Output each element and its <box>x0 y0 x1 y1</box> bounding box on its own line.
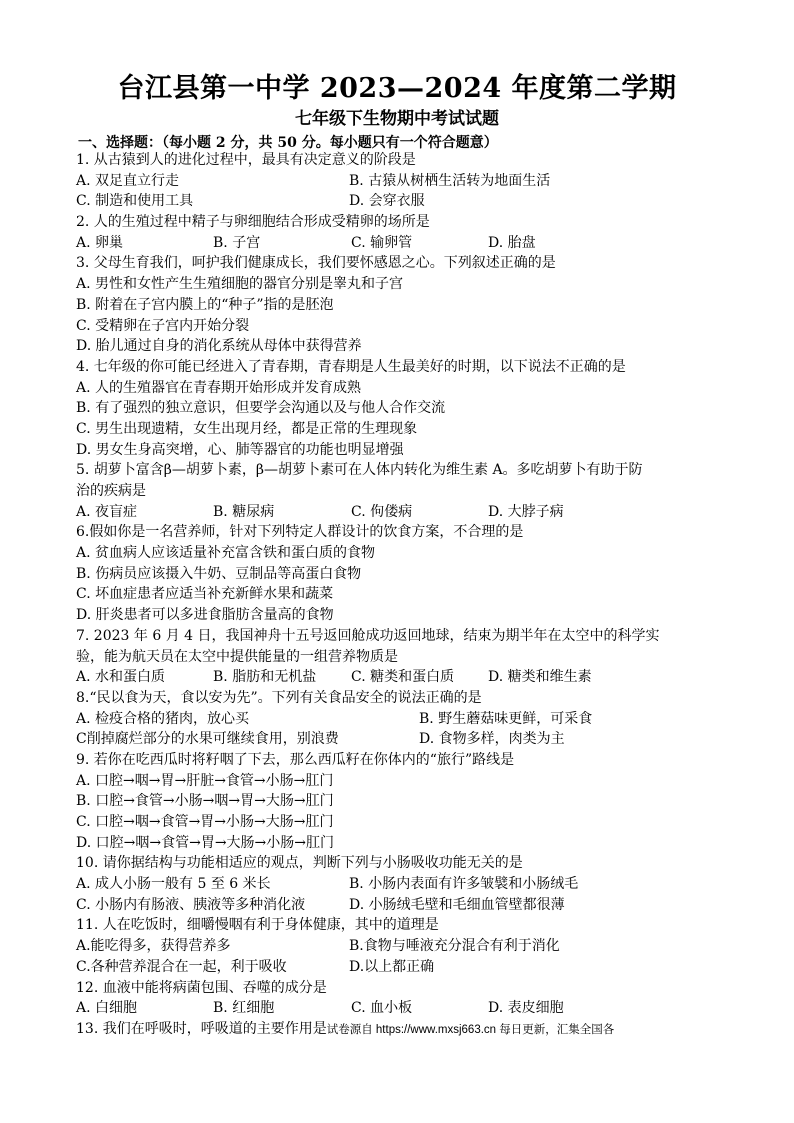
option-row <box>76 398 736 419</box>
answer-option[interactable]: A. 检疫合格的猪肉，放心买 <box>76 710 250 727</box>
answer-option[interactable]: A. 夜盲症 <box>76 503 138 520</box>
answer-option[interactable]: D. 糖类和维生素 <box>488 669 592 686</box>
option-row <box>76 171 736 192</box>
option-row <box>76 543 736 564</box>
option-row <box>76 791 736 812</box>
question-stem: 3. 父母生育我们，呵护我们健康成长，我们要怀感恩之心。下列叙述正确的是 <box>76 255 556 272</box>
option-row <box>76 771 736 792</box>
answer-option[interactable]: B. 糖尿病 <box>213 503 275 520</box>
option-row <box>76 833 736 854</box>
answer-option[interactable]: B. 口腔→食管→小肠→咽→胃→大肠→肛门 <box>76 793 334 810</box>
option-row <box>76 233 736 254</box>
answer-option[interactable]: D. 男女生身高突增，心、肺等器官的功能也明显增强 <box>76 441 404 458</box>
answer-option[interactable]: C. 受精卵在子宫内开始分裂 <box>76 317 250 334</box>
answer-option[interactable]: B. 伤病员应该摄入牛奶、豆制品等高蛋白食物 <box>76 565 362 582</box>
answer-option[interactable]: C. 制造和使用工具 <box>76 193 194 210</box>
option-row <box>76 605 736 626</box>
answer-option[interactable]: B. 野生蘑菇味更鲜，可采食 <box>419 710 593 727</box>
question-stem: 治的疾病是 <box>76 483 146 499</box>
answer-option[interactable]: C. 坏血症患者应适当补充新鲜水果和蔬菜 <box>76 586 334 603</box>
answer-option[interactable]: B. 有了强烈的独立意识，但要学会沟通以及与他人合作交流 <box>76 400 446 417</box>
option-row <box>76 936 736 957</box>
option-row <box>76 316 736 337</box>
answer-option[interactable]: B. 子宫 <box>213 234 261 251</box>
answer-option[interactable]: D. 会穿衣服 <box>349 193 425 210</box>
question-stem: 9. 若你在吃西瓜时将籽咽了下去，那么西瓜籽在你体内的“旅行”路线是 <box>76 751 515 768</box>
option-row <box>76 440 736 461</box>
answer-option[interactable]: A. 贫血病人应该适量补充富含铁和蛋白质的食物 <box>76 545 376 562</box>
answer-option[interactable]: C. 男生出现遗精，女生出现月经，都是正常的生理现象 <box>76 420 418 437</box>
answer-option[interactable]: C. 佝偻病 <box>351 503 413 520</box>
answer-option[interactable]: C. 口腔→咽→食管→胃→小肠→大肠→肛门 <box>76 814 334 830</box>
option-row <box>76 874 736 895</box>
answer-option[interactable]: C. 糖类和蛋白质 <box>351 669 455 686</box>
option-row <box>76 419 736 440</box>
answer-option[interactable]: D. 食物多样，肉类为主 <box>419 731 565 748</box>
question-stem: 11. 人在吃饭时，细嚼慢咽有利于身体健康，其中的道理是 <box>76 917 439 934</box>
question-stem: 10. 请你据结构与功能相适应的观点，判断下列与小肠吸收功能无关的是 <box>76 855 523 872</box>
answer-option[interactable]: B. 脂肪和无机盐 <box>213 669 317 686</box>
answer-option[interactable]: C. 输卵管 <box>351 234 413 251</box>
answer-option[interactable]: A. 水和蛋白质 <box>76 669 166 686</box>
answer-option[interactable]: A. 人的生殖器官在青春期开始形成并发育成熟 <box>76 379 362 396</box>
question-stem: 8.“民以食为天，食以安为先”。下列有关食品安全的说法正确的是 <box>76 689 482 706</box>
answer-option[interactable]: B. 古猿从树栖生活转为地面生活 <box>349 172 551 189</box>
option-row <box>76 564 736 585</box>
answer-option[interactable]: C. 小肠内有肠液、胰液等多种消化液 <box>76 896 306 913</box>
option-row <box>76 729 736 750</box>
question-stem: 1. 从古猿到人的进化过程中，最具有决定意义的阶段是 <box>76 152 416 168</box>
option-row <box>76 378 736 399</box>
answer-option[interactable]: D. 表皮细胞 <box>488 1000 564 1017</box>
option-row <box>76 709 736 730</box>
exam-subtitle: 七年级下生物期中考试试题 <box>295 109 499 129</box>
option-row <box>76 274 736 295</box>
question-stem: 验，能为航天员在太空中提供能量的一组营养物质是 <box>76 648 398 665</box>
answer-option[interactable]: B. 附着在子宫内膜上的“种子”指的是胚泡 <box>76 296 334 313</box>
answer-option[interactable]: B. 红细胞 <box>213 1000 275 1017</box>
answer-option[interactable]: A. 口腔→咽→胃→肝脏→食管→小肠→肛门 <box>76 772 334 789</box>
answer-option[interactable]: D. 肝炎患者可以多进食脂肪含量高的食物 <box>76 607 334 624</box>
exam-title: 台江县第一中学 2023—2024 年度第二学期 <box>117 73 677 104</box>
answer-option[interactable]: D. 口腔→咽→食管→胃→大肠→小肠→肛门 <box>76 834 335 851</box>
option-row <box>76 957 736 978</box>
answer-option[interactable]: D.以上都正确 <box>349 958 435 975</box>
question-stem: 4. 七年级的你可能已经进入了青春期，青春期是人生最美好的时期，以下说法不正确的是 <box>76 358 626 375</box>
question-stem: 12. 血液中能将病菌包围、吞噬的成分是 <box>76 979 327 996</box>
question-stem: 7. 2023 年 6 月 4 日，我国神舟十五号返回舱成功返回地球，结束为期半年在太空中的科学实 <box>76 627 660 644</box>
option-row <box>76 584 736 605</box>
answer-option[interactable]: A.能吃得多，获得营养多 <box>76 938 231 955</box>
question-list <box>76 150 736 1040</box>
answer-option[interactable]: D. 胎盘 <box>488 234 536 251</box>
question-stem: 5. 胡萝卜富含β—胡萝卜素，β—胡萝卜素可在人体内转化为维生素 A。多吃胡萝卜有助于防 <box>76 462 643 479</box>
answer-option[interactable]: D. 大脖子病 <box>488 503 564 520</box>
answer-option[interactable]: D. 小肠绒毛壁和毛细血管壁都很薄 <box>349 896 565 913</box>
answer-option[interactable]: C. 血小板 <box>351 1000 413 1017</box>
question-stem <box>76 1019 736 1040</box>
section-heading: 一、选择题：（每小题 2 分，共 50 分。每小题只有一个符合题意） <box>78 135 498 151</box>
option-row <box>76 812 736 833</box>
option-row <box>76 667 736 688</box>
option-row <box>76 998 736 1019</box>
answer-option[interactable]: B.食物与唾液充分混合有利于消化 <box>349 938 560 955</box>
answer-option[interactable]: A. 白细胞 <box>76 1000 138 1017</box>
answer-option[interactable]: A. 男性和女性产生生殖细胞的器官分别是睾丸和子宫 <box>76 276 404 293</box>
option-row <box>76 336 736 357</box>
answer-option[interactable]: A. 双足直立行走 <box>76 172 180 189</box>
answer-option[interactable]: A. 卵巢 <box>76 234 124 251</box>
answer-option[interactable]: C.各种营养混合在一起，利于吸收 <box>76 958 287 975</box>
question-stem: 2. 人的生殖过程中精子与卵细胞结合形成受精卵的场所是 <box>76 214 430 231</box>
question-stem: 6.假如你是一名营养师，针对下列特定人群设计的饮食方案，不合理的是 <box>76 524 524 541</box>
option-row <box>76 295 736 316</box>
answer-option[interactable]: D. 胎儿通过自身的消化系统从母体中获得营养 <box>76 338 362 355</box>
option-row <box>76 502 736 523</box>
answer-option[interactable]: A. 成人小肠一般有 5 至 6 米长 <box>76 876 271 893</box>
source-watermark-text: 试卷源自 https://www.mxsj663.cn 每日更新，汇集全国各 <box>326 1023 615 1036</box>
answer-option[interactable]: C削掉腐烂部分的水果可继续食用，别浪费 <box>76 731 339 748</box>
question-13-stem: 13. 我们在呼吸时，呼吸道的主要作用是 <box>76 1020 327 1037</box>
answer-option[interactable]: B. 小肠内表面有许多皱襞和小肠绒毛 <box>349 876 579 893</box>
option-row <box>76 191 736 212</box>
option-row <box>76 895 736 916</box>
